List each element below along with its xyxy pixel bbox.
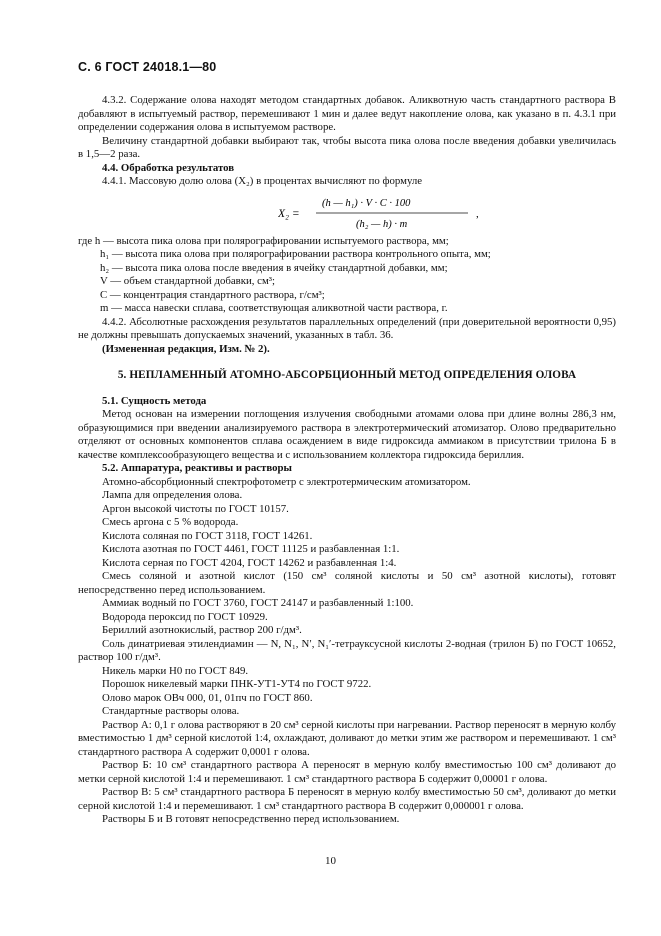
solution-b: Раствор Б: 10 см³ стандартного раствора А переносят в мерную колбу вместимостью 100 см³ доливают до метки серной кислотой 1:4 и перемешивают. 1 см³ стандартного раствора Б содержит 0,00001 г олова. [78, 759, 616, 785]
definition-v: V — объем стандартной добавки, см³; [100, 275, 276, 287]
definition-h1: h₁ — высота пика олова при полярографировании раствора контрольного опыта, мм; [100, 248, 491, 260]
paragraph-4-3-2: 4.3.2. Содержание олова находят методом стандартных добавок. Аликвотную часть стандартного раствора В добавляют в испытуемый раствор, перемешивают 1 мин и далее ведут накопление олова, как указано в п. 4.3.1 при определении содержания олова в испытуемом растворе. [78, 94, 616, 133]
list-item: Кислота азотная по ГОСТ 4461, ГОСТ 11125 и разбавленная 1:1. [102, 543, 400, 555]
formula-numerator: (h — h₁) · V · C · 100 [322, 197, 411, 209]
formula-denominator: (h₂ — h) · m [356, 218, 408, 230]
formula-svg [278, 191, 538, 235]
list-item: Смесь аргона с 5 % водорода. [102, 516, 239, 528]
paragraph-5-1: Метод основан на измерении поглощения излучения свободными атомами олова при длине волны 286,3 нм, образующимися при введении анализируемого раствора в электротермический атомизатор. Олово предварительно отделяют от основных компонентов сплава осаждением в виде гидроксида аммиаком в присутствии трилона Б в качестве комплексообразующего вещества и с использованием коллектора гидроксида бериллия. [78, 408, 616, 461]
list-item: Порошок никелевый марки ПНК-УТ1-УТ4 по ГОСТ 9722. [102, 678, 372, 690]
amendment-note: (Измененная редакция, Изм. № 2). [102, 342, 270, 355]
list-item-trilon: Соль динатриевая этилендиамин — N, N₁, N′, N₁′-тетрауксусной кислоты 2-водная (трилон Б) по ГОСТ 10652, раствор 100 г/дм³. [78, 637, 616, 663]
list-item-acid-mix: Смесь соляной и азотной кислот (150 см³ соляной кислоты и 50 см³ азотной кислоты), готовят непосредственно перед использованием. [78, 570, 616, 596]
definition-h2: h₂ — высота пика олова после введения в ячейку стандартной добавки, мм; [100, 261, 448, 274]
solution-v: Раствор В: 5 см³ стандартного раствора Б переносят в мерную колбу вместимостью 50 см³, доливают до метки серной кислотой 1:4 и перемешивают. 1 см³ стандартного раствора В содержит 0,000001 г олова. [78, 786, 616, 812]
paragraph-4-4-1: 4.4.1. Массовую долю олова (X₂) в процентах вычисляют по формуле [102, 175, 423, 187]
definition-c: C — концентрация стандартного раствора, г/см³; [100, 288, 325, 301]
heading-5-1: 5.1. Сущность метода [102, 394, 207, 407]
reagents-list [78, 476, 616, 827]
solution-a: Раствор А: 0,1 г олова растворяют в 20 см³ серной кислоты при нагревании. Раствор переносят в мерную колбу вместимостью 1 дм³ серной кислотой 1:4, охлаждают, доливают до метки этим же раствором и перемешивают. 1 см³ стандартного раствора А содержит 0,0001 г олова. [78, 718, 616, 758]
document-body [78, 94, 616, 827]
variable-definitions [78, 235, 616, 316]
list-item: Лампа для определения олова. [102, 489, 243, 501]
formula-tail: , [476, 207, 479, 220]
paragraph-4-4-2: 4.4.2. Абсолютные расхождения результатов параллельных определений (при доверительной вероятности 0,95) не должны превышать допускаемых значений, указанных в табл. 36. [78, 315, 616, 341]
list-item: Аммиак водный по ГОСТ 3760, ГОСТ 24147 и разбавленный 1:100. [102, 597, 414, 609]
heading-5-2: 5.2. Аппаратура, реактивы и растворы [102, 462, 292, 474]
page-header: С. 6 ГОСТ 24018.1—80 [78, 60, 217, 74]
formula-x2 [78, 189, 616, 235]
section-5-title: 5. НЕПЛАМЕННЫЙ АТОМНО-АБСОРБЦИОННЫЙ МЕТОД ОПРЕДЕЛЕНИЯ ОЛОВА [117, 369, 577, 381]
heading-4-4: 4.4. Обработка результатов [102, 161, 235, 174]
list-item: Бериллий азотнокислый, раствор 200 г/дм³. [102, 624, 302, 636]
list-item: Аргон высокой чистоты по ГОСТ 10157. [102, 502, 289, 515]
list-item-final: Растворы Б и В готовят непосредственно перед использованием. [102, 813, 400, 825]
page-number: 10 [325, 855, 336, 867]
paragraph-4-3-2-addition: Величину стандартной добавки выбирают так, чтобы высота пика олова после введения добавки увеличилась в 1,5—2 раза. [78, 134, 616, 160]
formula-lhs: X₂ = [278, 207, 300, 220]
list-item: Атомно-абсорбционный спектрофотометр с электротермическим атомизатором. [102, 475, 471, 488]
list-item: Водорода пероксид по ГОСТ 10929. [102, 610, 268, 623]
list-item: Олово марок ОВч 000, 01, 01пч по ГОСТ 860. [102, 691, 313, 704]
list-item: Стандартные растворы олова. [102, 705, 240, 717]
list-item: Кислота соляная по ГОСТ 3118, ГОСТ 14261. [102, 529, 313, 542]
definition-h: где h — высота пика олова при полярографировании испытуемого раствора, мм; [78, 234, 449, 247]
definition-m: m — масса навески сплава, соответствующая аликвотной части раствора, г. [100, 302, 448, 314]
list-item: Никель марки Н0 по ГОСТ 849. [102, 664, 249, 677]
list-item: Кислота серная по ГОСТ 4204, ГОСТ 14262 и разбавленная 1:4. [102, 556, 397, 569]
